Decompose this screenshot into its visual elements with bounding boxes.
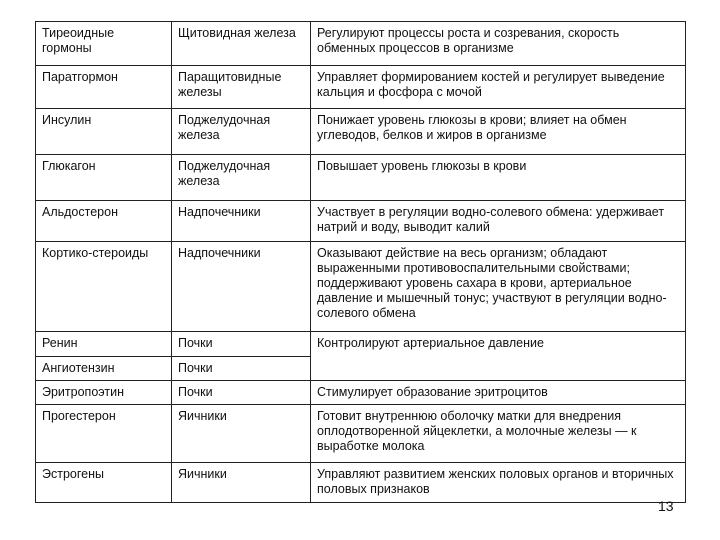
function-cell: Стимулирует образование эритроцитов bbox=[311, 381, 686, 405]
table-row bbox=[36, 201, 686, 242]
table-row bbox=[36, 381, 686, 405]
function-cell: Готовит внутреннюю оболочку матки для внедрения оплодотворенной яйцеклетки, а молочные железы — к выработке молока bbox=[311, 405, 686, 463]
hormone-cell: Ренин bbox=[36, 332, 172, 357]
table-row bbox=[36, 66, 686, 109]
function-cell: Оказывают действие на весь организм; обладают выраженными противовоспалительными свойствами; поддерживают уровень сахара в крови, артериальное давление и мышечный тонус; участвуют в регуляции водно-солевого обмена bbox=[311, 242, 686, 332]
function-cell: Участвует в регуляции водно-солевого обмена: удерживает натрий и воду, выводит калий bbox=[311, 201, 686, 242]
hormone-cell: Кортико-стероиды bbox=[36, 242, 172, 332]
gland-cell: Паращитовидные железы bbox=[172, 66, 311, 109]
gland-cell: Надпочечники bbox=[172, 201, 311, 242]
function-cell: Контролируют артериальное давление bbox=[311, 332, 686, 381]
function-cell: Управляют развитием женских половых органов и вторичных половых признаков bbox=[311, 463, 686, 503]
table-row bbox=[36, 463, 686, 503]
table-row bbox=[36, 155, 686, 201]
hormone-cell: Глюкагон bbox=[36, 155, 172, 201]
table-row bbox=[36, 22, 686, 66]
hormone-cell: Прогестерон bbox=[36, 405, 172, 463]
function-cell: Повышает уровень глюкозы в крови bbox=[311, 155, 686, 201]
table-row bbox=[36, 242, 686, 332]
gland-cell: Яичники bbox=[172, 405, 311, 463]
hormone-cell: Тиреоидные гормоны bbox=[36, 22, 172, 66]
gland-cell: Почки bbox=[172, 381, 311, 405]
hormone-cell: Альдостерон bbox=[36, 201, 172, 242]
gland-cell: Надпочечники bbox=[172, 242, 311, 332]
hormone-cell: Эритропоэтин bbox=[36, 381, 172, 405]
gland-cell: Яичники bbox=[172, 463, 311, 503]
hormone-cell: Паратгормон bbox=[36, 66, 172, 109]
table-row bbox=[36, 109, 686, 155]
table-row bbox=[36, 405, 686, 463]
table-row bbox=[36, 332, 686, 357]
page-number: 13 bbox=[658, 498, 674, 514]
hormone-cell: Эстрогены bbox=[36, 463, 172, 503]
hormone-table bbox=[35, 21, 686, 503]
gland-cell: Почки bbox=[172, 332, 311, 357]
gland-cell: Щитовидная железа bbox=[172, 22, 311, 66]
function-cell: Управляет формированием костей и регулирует выведение кальция и фосфора с мочой bbox=[311, 66, 686, 109]
function-cell: Регулируют процессы роста и созревания, скорость обменных процессов в организме bbox=[311, 22, 686, 66]
gland-cell: Поджелудочная железа bbox=[172, 109, 311, 155]
gland-cell: Поджелудочная железа bbox=[172, 155, 311, 201]
gland-cell: Почки bbox=[172, 357, 311, 381]
function-cell: Понижает уровень глюкозы в крови; влияет на обмен углеводов, белков и жиров в организме bbox=[311, 109, 686, 155]
hormone-cell: Ангиотензин bbox=[36, 357, 172, 381]
hormone-cell: Инсулин bbox=[36, 109, 172, 155]
